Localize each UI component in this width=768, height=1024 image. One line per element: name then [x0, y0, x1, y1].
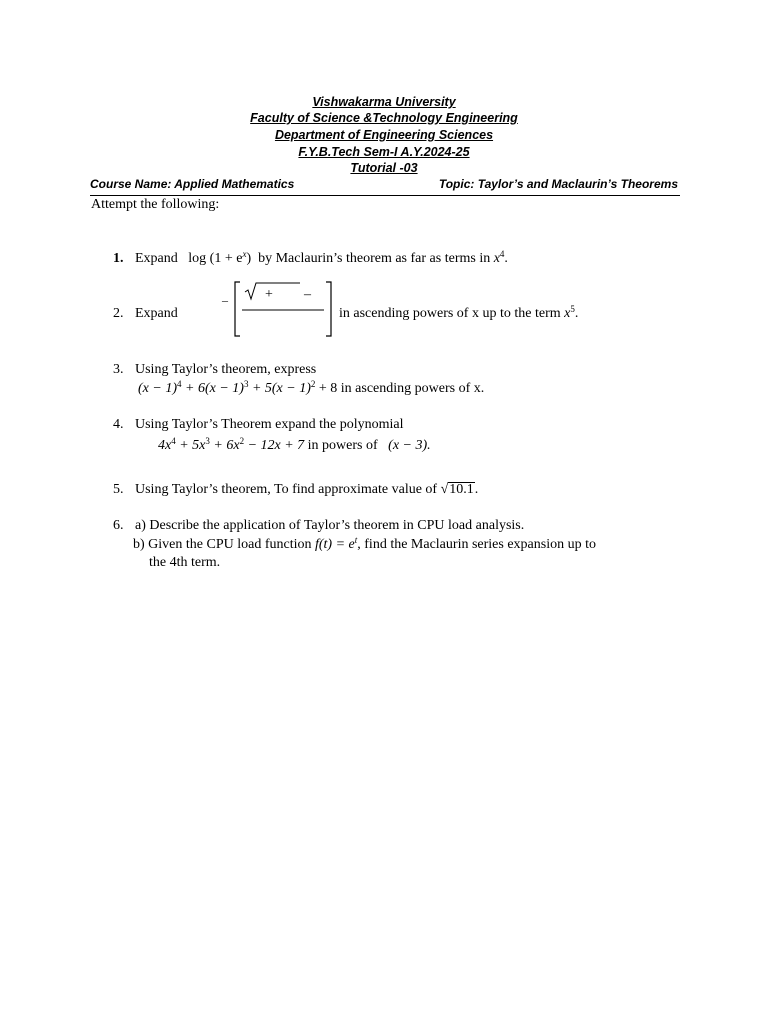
question-6-part-b-line-2: the 4th term.: [149, 555, 221, 570]
question-4: [113, 416, 404, 434]
question-number: 5.: [113, 482, 124, 497]
question-4-line-2: $4x^4 + 5x^3 + 6x^2 - 12x + 7$ in powers of (x − 3).: [158, 436, 431, 453]
question-number: 3.: [113, 362, 124, 377]
question-1: [113, 249, 508, 268]
course-topic-row: [90, 177, 680, 196]
question-4-line-1: Using Taylor’s Theorem expand the polynomial: [135, 417, 404, 432]
question-6: [113, 517, 525, 535]
question-3-line-2: $(x - 1)^4 + 6(x - 1)^3 + 5(x - 1)^2 + 8$ in ascending powers of x.: [138, 379, 485, 396]
question-2-formula: [218, 278, 338, 342]
formula-minus: –: [304, 287, 311, 302]
question-2-continuation: in ascending powers of x up to the term $x^5$.: [339, 304, 579, 321]
question-6-part-b: b) Given the CPU load function $f(t) = e^t$, find the Maclaurin series expansion up to: [133, 535, 596, 552]
sqrt-symbol: √: [440, 482, 449, 497]
question-3-line-1: Using Taylor’s theorem, express: [135, 362, 317, 377]
tutorial-title: Tutorial -03: [350, 161, 418, 175]
question-number: 4.: [113, 417, 124, 432]
question-3: [113, 361, 317, 379]
question-6-part-a: a) Describe the application of Taylor’s theorem in CPU load analysis.: [135, 518, 525, 533]
radicand: 10.1: [449, 482, 474, 497]
question-1-text: Expand $\log (1 + e^x)$ by Maclaurin’s theorem as far as terms in $x^4$.: [135, 249, 508, 266]
instructions: Attempt the following:: [91, 197, 220, 212]
question-number: 6.: [113, 518, 124, 533]
semester-line: F.Y.B.Tech Sem-I A.Y.2024-25: [298, 145, 470, 159]
formula-plus: +: [265, 287, 273, 302]
formula-prefix: –: [222, 293, 228, 307]
question-number: 1.: [113, 251, 124, 266]
faculty-name: Faculty of Science &Technology Engineering: [250, 111, 518, 125]
course-name: Course Name: Applied Mathematics: [90, 177, 295, 191]
university-name: Vishwakarma University: [312, 95, 456, 109]
question-2-label: Expand: [135, 306, 178, 321]
math-expression: $\log (1 + e^x)$: [188, 249, 252, 266]
department-name: Department of Engineering Sciences: [274, 128, 494, 142]
question-2: [113, 305, 178, 323]
question-5-text: Using Taylor’s theorem, To find approximate value of √10.1.: [135, 482, 479, 497]
question-number: 2.: [113, 306, 124, 321]
topic-name: Topic: Taylor’s and Maclaurin’s Theorems: [438, 177, 678, 191]
question-5: [113, 481, 479, 499]
